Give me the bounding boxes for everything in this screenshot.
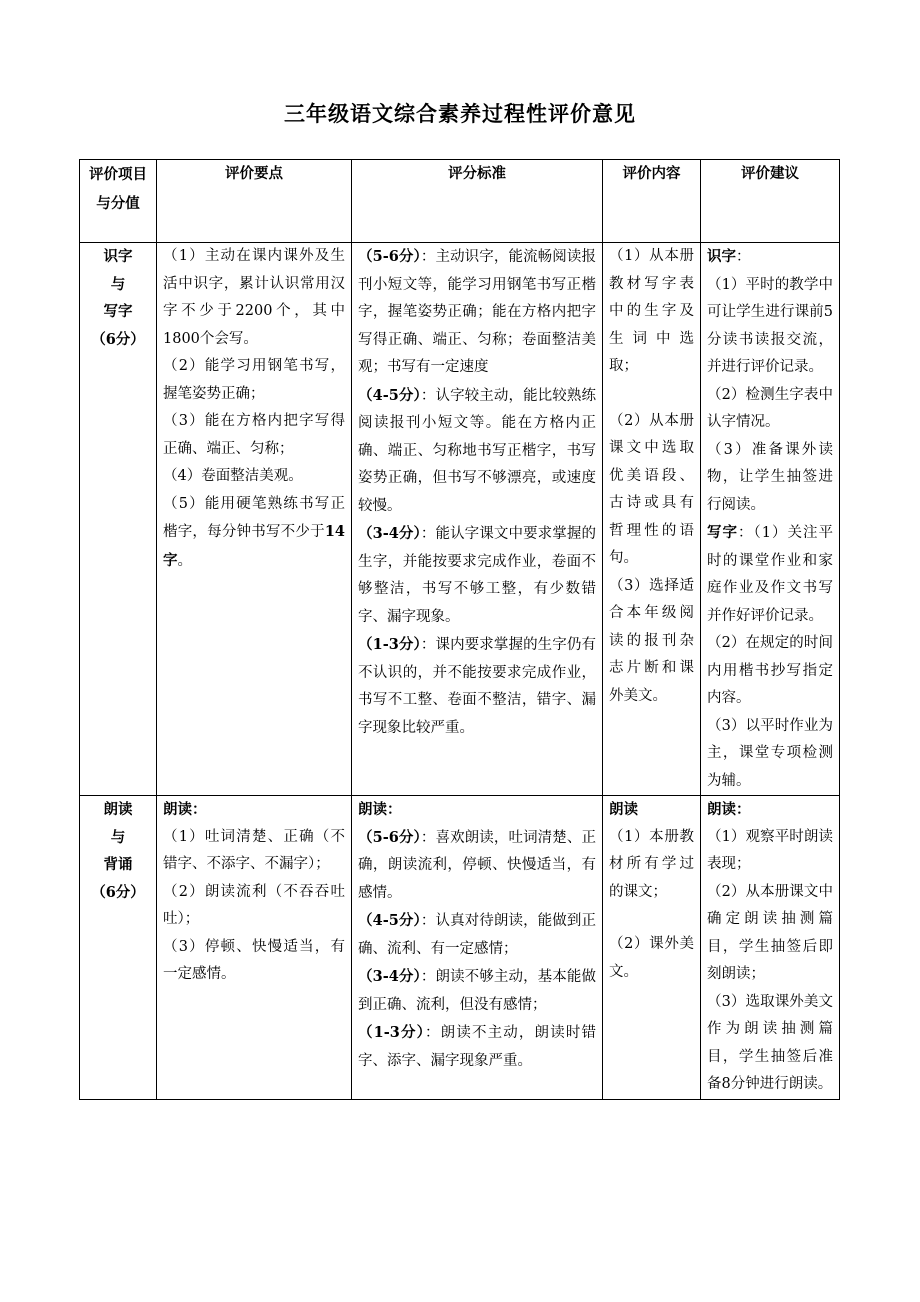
row-label-reading (80, 796, 157, 1100)
score-range: （4-5分） (358, 386, 421, 404)
row-label-line: 朗读 (103, 801, 133, 818)
row-label-line: 写字 (103, 303, 133, 320)
key-point: （1）主动在课内课外及生活中识字，累计认识常用汉字不少于2200个，其中1800个会写。 (163, 248, 345, 347)
standard-item (358, 824, 596, 908)
content-cell (603, 796, 701, 1100)
row-label-line: 背诵 (103, 856, 133, 873)
standard-text: ：能认字课文中要求掌握的生字，并能按要求完成作业，卷面不够整洁，书写不够工整，有少数错字、漏字现象。 (358, 526, 596, 625)
standard-text: ：朗读不主动，朗读时错字、添字、漏字现象严重。 (358, 1025, 596, 1069)
standard-item (358, 520, 596, 631)
row-label-literacy (80, 243, 157, 796)
header-content: 评价内容 (603, 160, 701, 243)
suggestion-item: （2）检测生字表中认字情况。 (707, 386, 833, 430)
suggestion-item: （2）在规定的时间内用楷书抄写指定内容。 (707, 635, 833, 706)
standard-text: ：朗读不够主动，基本能做到正确、流利，但没有感情； (358, 969, 596, 1013)
scoring-standard-cell (352, 243, 603, 796)
suggestion-label: 识字 (707, 248, 736, 265)
key-point: （2）朗读流利（不吞吞吐吐）； (163, 883, 345, 927)
score-range: （3-4分） (358, 525, 421, 542)
content-item: （2）课外美文。 (609, 936, 694, 980)
score-range: （3-4分） (358, 968, 421, 985)
content-item: （2）从本册课文中选取优美语段、古诗或具有哲理性的语句。 (609, 412, 694, 566)
key-point: （2）能学习用钢笔书写，握笔姿势正确； (163, 358, 345, 402)
key-point-text: （5）能用硬笔熟练书写正楷字，每分钟书写不少于 (163, 495, 345, 540)
suggestion-item: （1）平时的教学中可让学生进行课前5分读书读报交流，并进行评价记录。 (707, 276, 833, 375)
content-item: （3）选择适合本年级阅读的报刊杂志片断和课外美文。 (609, 577, 694, 704)
key-point: （3）能在方格内把字写得正确、端正、匀称； (163, 413, 345, 457)
suggestion-item: （3）准备课外读物，让学生抽签进行阅读。 (707, 441, 833, 513)
suggestion-heading (707, 243, 833, 272)
key-points-cell (157, 243, 352, 796)
header-key-points: 评价要点 (157, 160, 352, 243)
suggestion-item (707, 519, 833, 630)
suggestion-item: （3）选取课外美文作为朗读抽测篇目，学生抽签后准备8分钟进行朗读。 (707, 993, 833, 1092)
evaluation-table (79, 159, 840, 1100)
scoring-standard-cell (352, 796, 603, 1100)
suggestion-item: （3）以平时作业为主，课堂专项检测为辅。 (707, 717, 833, 789)
key-point (163, 491, 345, 576)
standard-item (358, 907, 596, 963)
row-label-line: （6分） (91, 883, 145, 901)
key-point-bold: 14字 (163, 523, 345, 569)
standard-text: ：主动识字，能流畅阅读报刊小短文等，能学习用钢笔书写正楷字，握笔姿势正确；能在方格内把字写得正确、端正、匀称；卷面整洁美观；书写有一定速度 (358, 249, 596, 375)
row-literacy-writing (80, 243, 840, 796)
key-points-cell (157, 796, 352, 1100)
row-reading-recitation (80, 796, 840, 1100)
page-title: 三年级语文综合素养过程性评价意见 (284, 101, 636, 126)
standard-item (358, 963, 596, 1019)
score-range: （4-5分） (358, 912, 421, 929)
suggestion-colon: ： (738, 525, 754, 541)
header-scoring-standard: 评分标准 (352, 160, 603, 243)
standard-item (358, 631, 596, 742)
suggestions-heading: 朗读： (707, 801, 751, 818)
standard-item (358, 243, 596, 382)
score-range: （1-3分） (358, 636, 421, 653)
row-label-line: 与 (110, 275, 126, 293)
suggestions-cell (701, 796, 840, 1100)
content-cell (603, 243, 701, 796)
row-label-line: 与 (110, 828, 126, 846)
standard-text: ：认真对待朗读，能做到正确、流利、有一定感情； (358, 913, 596, 957)
header-item-score: 评价项目与分值 (80, 160, 157, 243)
key-point: （3）停顿、快慢适当，有一定感情。 (163, 938, 345, 982)
suggestion-colon: ： (736, 249, 751, 265)
key-point: （1）吐词清楚、正确（不错字、不添字、不漏字）； (163, 828, 345, 872)
row-label-line: （6分） (91, 330, 145, 348)
standard-text: ：课内要求掌握的生字仍有不认识的，并不能按要求完成作业，书写不工整、卷面不整洁，错字、漏字现象比较严重。 (358, 637, 596, 736)
key-point: （4）卷面整洁美观。 (163, 468, 303, 484)
content-item: （1）本册教材所有学过的课文； (609, 828, 694, 900)
standard-text: ：喜欢朗读，吐词清楚、正确，朗读流利，停顿、快慢适当，有感情。 (358, 829, 596, 901)
standard-item (358, 382, 596, 521)
standard-item (358, 1019, 596, 1075)
score-range: （5-6分） (358, 828, 421, 846)
suggestion-label: 写字 (707, 524, 739, 541)
header-row (80, 160, 840, 243)
header-suggestions: 评价建议 (701, 160, 840, 243)
content-item: （1）从本册教材写字表中的生字及生词中选取； (609, 248, 694, 374)
suggestion-item: （2）从本册课文中确定朗读抽测篇目，学生抽签后即刻朗读； (707, 883, 833, 982)
standards-heading: 朗读： (358, 801, 402, 818)
key-points-heading: 朗读： (163, 801, 207, 818)
suggestion-text: （1）关注平时的课堂作业和家庭作业及作文书写并作好评价记录。 (707, 525, 834, 624)
row-label-line: 识字 (103, 248, 133, 265)
suggestion-item: （1）观察平时朗读表现； (707, 828, 833, 872)
key-point-end: 。 (177, 552, 192, 569)
score-range: （5-6分） (358, 248, 421, 265)
standard-text: ：认字较主动，能比较熟练阅读报刊小短文等。能在方格内正确、端正、匀称地书写正楷字，书写姿势正确，但书写不够漂亮，或速度较慢。 (358, 387, 596, 514)
content-heading: 朗读 (609, 801, 638, 818)
score-range: （1-3分） (358, 1024, 426, 1041)
suggestions-cell (701, 243, 840, 796)
